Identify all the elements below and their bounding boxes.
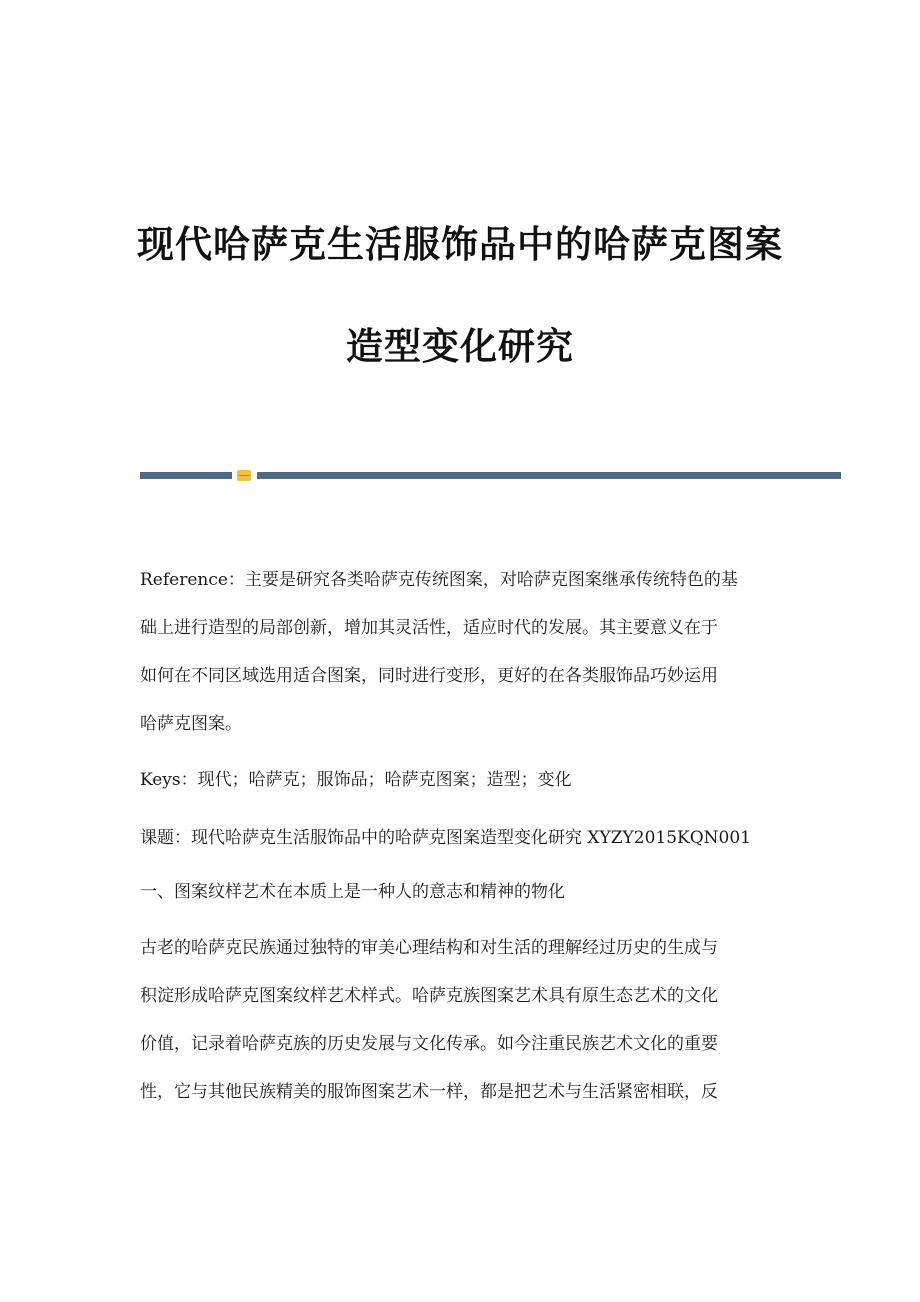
reference-line: 如何在不同区域选用适合图案，同时进行变形，更好的在各类服饰品巧妙运用 [140,666,718,686]
title-divider [140,470,841,482]
reference-line: Reference：主要是研究各类哈萨克传统图案，对哈萨克图案继承传统特色的基 [140,570,738,590]
document-title-line-1: 现代哈萨克生活服饰品中的哈萨克图案 [137,222,783,266]
envelope-icon [237,470,251,481]
paragraph-line: 积淀形成哈萨克图案纹样艺术样式。哈萨克族图案艺术具有原生态艺术的文化 [140,986,718,1006]
document-title-line-2: 造型变化研究 [346,324,574,368]
section-heading: 一、图案纹样艺术在本质上是一种人的意志和精神的物化 [140,882,565,902]
paragraph-line: 价值，记录着哈萨克族的历史发展与文化传承。如今注重民族艺术文化的重要 [140,1034,718,1054]
project-line: 课题：现代哈萨克生活服饰品中的哈萨克图案造型变化研究 XYZY2015KQN001 [140,828,751,848]
paragraph-line: 性，它与其他民族精美的服饰图案艺术一样，都是把艺术与生活紧密相联，反 [140,1082,718,1102]
divider-bar-right [257,472,841,479]
reference-line: 础上进行造型的局部创新，增加其灵活性，适应时代的发展。其主要意义在于 [140,618,718,638]
keys-line: Keys：现代；哈萨克；服饰品；哈萨克图案；造型；变化 [140,770,572,790]
reference-line: 哈萨克图案。 [140,714,242,734]
paragraph-line: 古老的哈萨克民族通过独特的审美心理结构和对生活的理解经过历史的生成与 [140,938,718,958]
divider-bar-left [140,472,232,479]
